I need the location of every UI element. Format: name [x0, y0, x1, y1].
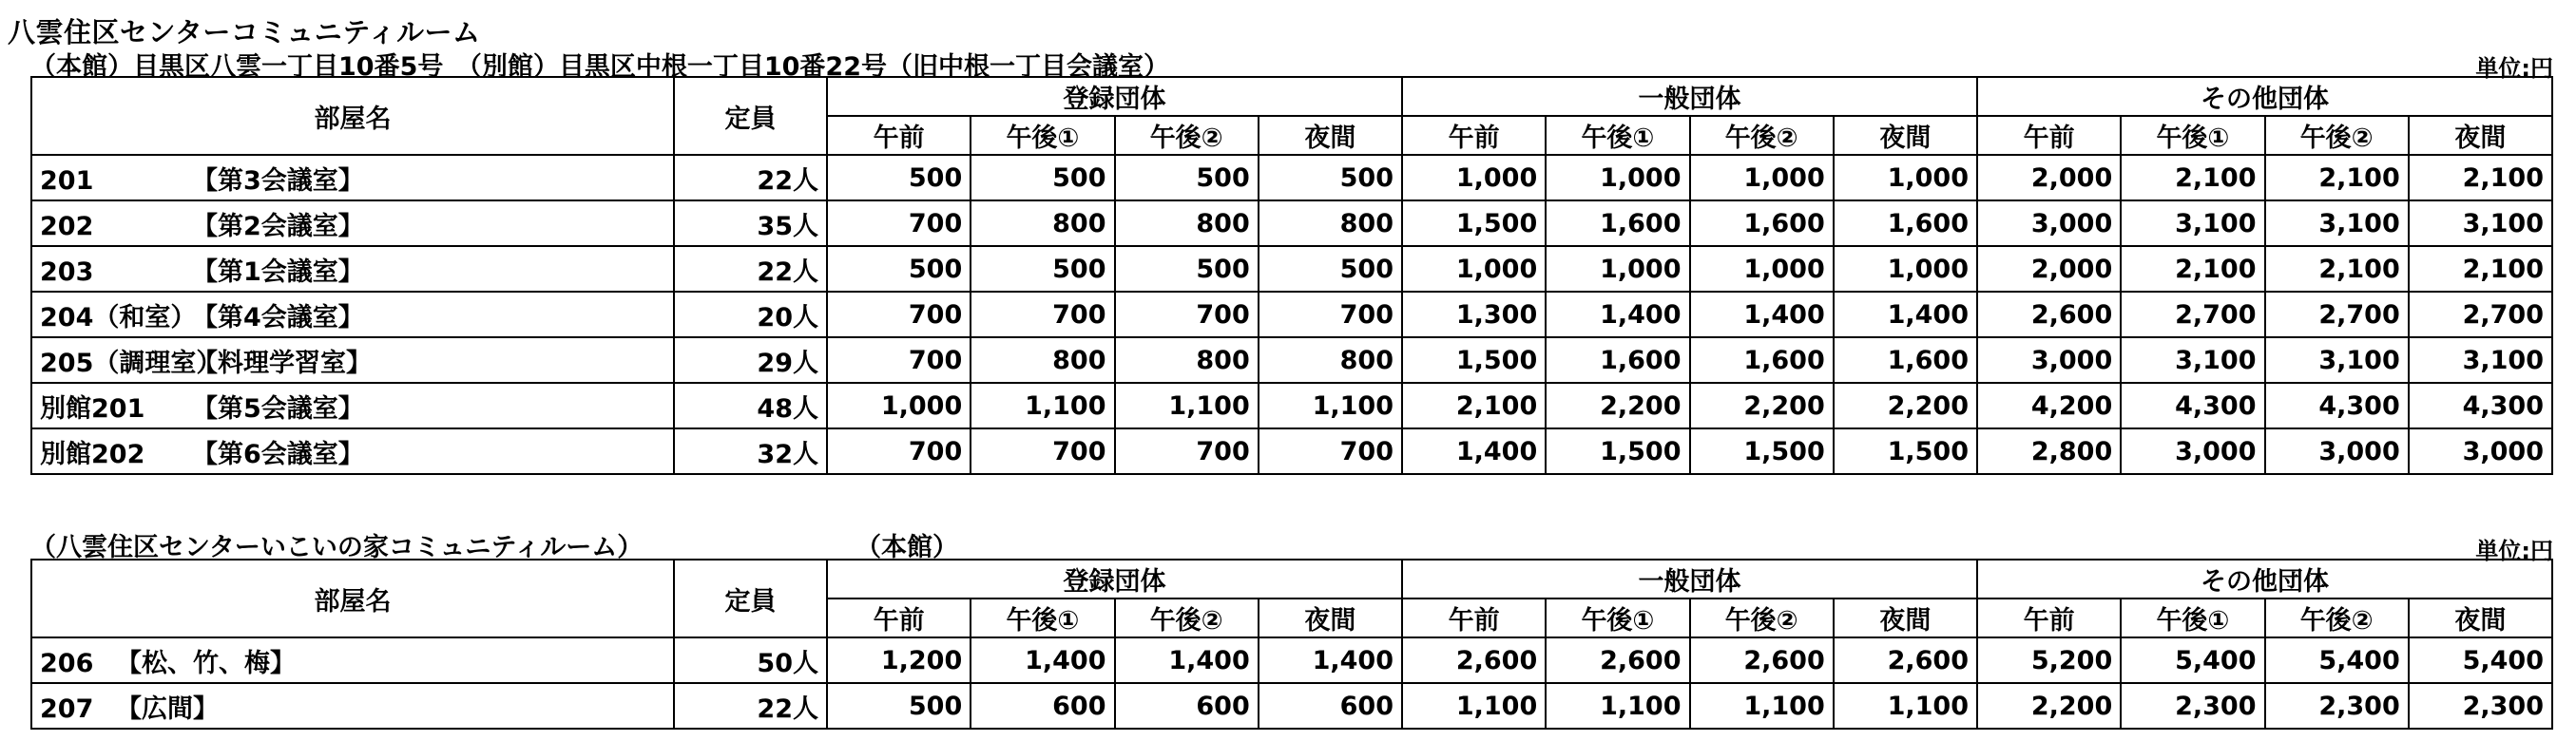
rate-cell: 2,100 — [2409, 155, 2552, 200]
table-row — [31, 155, 2552, 200]
rate-cell: 3,100 — [2265, 200, 2409, 246]
rate-cell: 2,600 — [1977, 292, 2121, 337]
period-header: 午前 — [827, 116, 971, 155]
rate-cell: 2,300 — [2409, 683, 2552, 729]
rate-cell: 4,200 — [1977, 383, 2121, 428]
rate-cell: 800 — [971, 200, 1114, 246]
capacity-suffix: 人 — [793, 694, 818, 724]
rate-cell: 2,200 — [1834, 383, 1977, 428]
rate-cell: 3,100 — [2121, 200, 2264, 246]
rate-cell: 3,100 — [2409, 337, 2552, 383]
rate-cell: 2,700 — [2121, 292, 2264, 337]
group-header-general: 一般団体 — [1402, 560, 1977, 598]
rate-cell: 700 — [971, 292, 1114, 337]
rate-cell: 500 — [827, 155, 971, 200]
room-name-cell — [31, 155, 674, 200]
rate-cell: 1,500 — [1402, 337, 1546, 383]
rate-cell: 1,000 — [1402, 246, 1546, 292]
room-name-cell — [31, 637, 674, 683]
capacity-suffix: 人 — [793, 165, 818, 196]
capacity-suffix: 人 — [793, 393, 818, 424]
room-label: 【松、竹、梅】 — [116, 648, 296, 678]
capacity-value: 22 — [757, 165, 793, 196]
capacity-cell — [674, 428, 827, 474]
rate-cell: 2,200 — [1690, 383, 1834, 428]
capacity-suffix: 人 — [793, 211, 818, 241]
room-number: 204（和室） — [40, 302, 197, 332]
rate-cell: 500 — [971, 246, 1114, 292]
rate-cell: 700 — [827, 200, 971, 246]
rate-cell: 2,300 — [2121, 683, 2264, 729]
rate-cell: 2,800 — [1977, 428, 2121, 474]
room-name-cell — [31, 383, 674, 428]
rate-cell: 1,500 — [1402, 200, 1546, 246]
rate-cell: 1,400 — [971, 637, 1114, 683]
room-label: 【第3会議室】 — [192, 165, 364, 196]
rate-cell: 4,300 — [2265, 383, 2409, 428]
capacity-header: 定員 — [674, 560, 827, 637]
period-header: 夜間 — [1259, 598, 1402, 637]
group-header-other: その他団体 — [1977, 77, 2552, 116]
rate-cell: 1,500 — [1546, 428, 1689, 474]
rate-cell: 1,400 — [1690, 292, 1834, 337]
rate-cell: 4,300 — [2121, 383, 2264, 428]
rate-cell: 700 — [1259, 428, 1402, 474]
room-label: 【第4会議室】 — [192, 302, 364, 332]
room-number: 201 — [40, 165, 94, 196]
capacity-suffix: 人 — [793, 256, 818, 287]
building-label: （本館） — [855, 533, 958, 562]
period-header: 午後① — [971, 116, 1114, 155]
room-name-cell — [31, 337, 674, 383]
table-row — [31, 383, 2552, 428]
rate-cell: 1,600 — [1834, 200, 1977, 246]
rate-cell: 2,100 — [2121, 246, 2264, 292]
capacity-suffix: 人 — [793, 302, 818, 332]
rate-table-ikoi — [30, 559, 2553, 730]
rate-cell: 800 — [1259, 337, 1402, 383]
rate-cell: 1,000 — [1546, 246, 1689, 292]
rate-cell: 1,000 — [1690, 155, 1834, 200]
capacity-value: 22 — [757, 694, 793, 724]
room-name-cell — [31, 200, 674, 246]
period-header: 午前 — [1402, 116, 1546, 155]
rate-cell: 1,000 — [1546, 155, 1689, 200]
period-header: 午前 — [1977, 116, 2121, 155]
room-number: 202 — [40, 211, 94, 241]
rate-cell: 2,600 — [1546, 637, 1689, 683]
group-header-general: 一般団体 — [1402, 77, 1977, 116]
rate-cell: 2,200 — [1546, 383, 1689, 428]
rate-cell: 2,600 — [1690, 637, 1834, 683]
room-header: 部屋名 — [31, 560, 674, 637]
period-header: 午前 — [1402, 598, 1546, 637]
rate-cell: 800 — [971, 337, 1114, 383]
rate-cell: 600 — [1115, 683, 1259, 729]
room-label: 【第1会議室】 — [192, 256, 364, 287]
rate-cell: 2,000 — [1977, 155, 2121, 200]
capacity-value: 48 — [757, 393, 793, 424]
rate-cell: 2,200 — [1977, 683, 2121, 729]
rate-cell: 1,400 — [1259, 637, 1402, 683]
rate-cell: 1,500 — [1690, 428, 1834, 474]
period-header: 午後② — [1690, 598, 1834, 637]
capacity-cell — [674, 246, 827, 292]
rate-cell: 3,100 — [2409, 200, 2552, 246]
table-row — [31, 292, 2552, 337]
table-row — [31, 337, 2552, 383]
period-header: 夜間 — [1834, 116, 1977, 155]
rate-cell: 700 — [827, 428, 971, 474]
period-header: 午後① — [1546, 598, 1689, 637]
period-header: 夜間 — [1834, 598, 1977, 637]
rate-cell: 500 — [1115, 246, 1259, 292]
capacity-header: 定員 — [674, 77, 827, 155]
capacity-cell — [674, 200, 827, 246]
rate-table-main — [30, 76, 2553, 475]
unit-label-2: 単位:円 — [2475, 538, 2553, 564]
rate-cell: 2,000 — [1977, 246, 2121, 292]
rate-cell: 1,200 — [827, 637, 971, 683]
group-header-registered: 登録団体 — [827, 560, 1402, 598]
capacity-suffix: 人 — [793, 439, 818, 469]
rate-cell: 3,000 — [2265, 428, 2409, 474]
room-name-cell — [31, 292, 674, 337]
section-heading: （八雲住区センターいこいの家コミュニティルーム） — [30, 533, 644, 562]
capacity-value: 32 — [757, 439, 793, 469]
rate-cell: 1,000 — [1834, 155, 1977, 200]
rate-cell: 2,100 — [1402, 383, 1546, 428]
period-header: 午前 — [1977, 598, 2121, 637]
period-header: 午後② — [2265, 598, 2409, 637]
rate-cell: 1,000 — [827, 383, 971, 428]
rate-cell: 2,700 — [2409, 292, 2552, 337]
capacity-cell — [674, 637, 827, 683]
rate-cell: 500 — [827, 246, 971, 292]
room-number: 203 — [40, 256, 94, 287]
capacity-cell — [674, 337, 827, 383]
rate-cell: 500 — [1259, 246, 1402, 292]
rate-cell: 3,100 — [2265, 337, 2409, 383]
capacity-cell — [674, 383, 827, 428]
capacity-value: 29 — [757, 348, 793, 378]
rate-cell: 2,100 — [2265, 246, 2409, 292]
rate-cell: 500 — [1259, 155, 1402, 200]
rate-cell: 1,100 — [1834, 683, 1977, 729]
rate-cell: 700 — [1115, 292, 1259, 337]
rate-cell: 1,000 — [1690, 246, 1834, 292]
table-row — [31, 200, 2552, 246]
period-header: 夜間 — [1259, 116, 1402, 155]
unit-label: 単位:円 — [2475, 55, 2553, 82]
room-name-cell — [31, 246, 674, 292]
room-label: 【広間】 — [116, 694, 219, 724]
period-header: 午後① — [971, 598, 1114, 637]
table-row — [31, 637, 2552, 683]
room-label: 【料理学習室】 — [192, 348, 372, 378]
group-header-registered: 登録団体 — [827, 77, 1402, 116]
period-header: 夜間 — [2409, 116, 2552, 155]
table-row — [31, 246, 2552, 292]
rate-cell: 700 — [1115, 428, 1259, 474]
rate-cell: 1,100 — [1259, 383, 1402, 428]
rate-cell: 5,200 — [1977, 637, 2121, 683]
period-header: 午後① — [2121, 116, 2264, 155]
rate-cell: 1,100 — [1115, 383, 1259, 428]
rate-cell: 5,400 — [2265, 637, 2409, 683]
rate-cell: 1,600 — [1690, 337, 1834, 383]
rate-cell: 3,000 — [1977, 337, 2121, 383]
rate-cell: 2,600 — [1402, 637, 1546, 683]
rate-cell: 700 — [827, 292, 971, 337]
rate-cell: 700 — [827, 337, 971, 383]
rate-cell: 3,000 — [2409, 428, 2552, 474]
rate-cell: 2,100 — [2265, 155, 2409, 200]
table-row — [31, 683, 2552, 729]
rate-cell: 500 — [971, 155, 1114, 200]
rate-cell: 2,300 — [2265, 683, 2409, 729]
rate-cell: 2,600 — [1834, 637, 1977, 683]
rate-cell: 3,000 — [2121, 428, 2264, 474]
rate-cell: 3,100 — [2121, 337, 2264, 383]
rate-cell: 700 — [971, 428, 1114, 474]
period-header: 午後② — [1115, 598, 1259, 637]
rate-cell: 1,400 — [1402, 428, 1546, 474]
room-name-cell — [31, 683, 674, 729]
period-header: 夜間 — [2409, 598, 2552, 637]
group-header-other: その他団体 — [1977, 560, 2552, 598]
room-number: 206 — [40, 648, 94, 678]
room-header: 部屋名 — [31, 77, 674, 155]
rate-cell: 1,400 — [1115, 637, 1259, 683]
rate-cell: 800 — [1115, 337, 1259, 383]
rate-cell: 1,000 — [1402, 155, 1546, 200]
rate-cell: 1,600 — [1834, 337, 1977, 383]
room-label: 【第5会議室】 — [192, 393, 364, 424]
rate-cell: 3,000 — [1977, 200, 2121, 246]
room-number: 別館202 — [40, 439, 145, 469]
rate-cell: 5,400 — [2121, 637, 2264, 683]
rate-cell: 4,300 — [2409, 383, 2552, 428]
rate-cell: 1,500 — [1834, 428, 1977, 474]
capacity-suffix: 人 — [793, 648, 818, 678]
capacity-cell — [674, 292, 827, 337]
rate-cell: 1,100 — [1546, 683, 1689, 729]
room-label: 【第6会議室】 — [192, 439, 364, 469]
rate-cell: 2,100 — [2409, 246, 2552, 292]
capacity-value: 20 — [757, 302, 793, 332]
period-header: 午後① — [2121, 598, 2264, 637]
period-header: 午後② — [2265, 116, 2409, 155]
rate-cell: 800 — [1259, 200, 1402, 246]
rate-cell: 600 — [1259, 683, 1402, 729]
rate-cell: 1,100 — [971, 383, 1114, 428]
room-number: 別館201 — [40, 393, 145, 424]
rate-cell: 500 — [1115, 155, 1259, 200]
room-name-cell — [31, 428, 674, 474]
period-header: 午後① — [1546, 116, 1689, 155]
period-header: 午前 — [827, 598, 971, 637]
rate-cell: 800 — [1115, 200, 1259, 246]
capacity-value: 50 — [757, 648, 793, 678]
rate-cell: 500 — [827, 683, 971, 729]
rate-cell: 700 — [1259, 292, 1402, 337]
rate-cell: 1,400 — [1834, 292, 1977, 337]
period-header: 午後② — [1690, 116, 1834, 155]
rate-cell: 1,300 — [1402, 292, 1546, 337]
capacity-cell — [674, 683, 827, 729]
rate-cell: 1,600 — [1546, 200, 1689, 246]
rate-cell: 1,400 — [1546, 292, 1689, 337]
rate-cell: 1,100 — [1402, 683, 1546, 729]
rate-cell: 600 — [971, 683, 1114, 729]
page-title: 八雲住区センターコミュニティルーム — [8, 16, 481, 48]
capacity-suffix: 人 — [793, 348, 818, 378]
capacity-cell — [674, 155, 827, 200]
room-number: 205（調理室） — [40, 348, 222, 378]
room-number: 207 — [40, 694, 94, 724]
table-row — [31, 428, 2552, 474]
rate-cell: 1,000 — [1834, 246, 1977, 292]
room-label: 【第2会議室】 — [192, 211, 364, 241]
rate-cell: 1,100 — [1690, 683, 1834, 729]
address-line: （本館）目黒区八雲一丁目10番5号 （別館）目黒区中根一丁目10番22号（旧中根一丁目会議室） — [30, 52, 1170, 82]
rate-cell: 2,100 — [2121, 155, 2264, 200]
period-header: 午後② — [1115, 116, 1259, 155]
rate-cell: 2,700 — [2265, 292, 2409, 337]
rate-cell: 1,600 — [1690, 200, 1834, 246]
rate-cell: 5,400 — [2409, 637, 2552, 683]
capacity-value: 35 — [757, 211, 793, 241]
capacity-value: 22 — [757, 256, 793, 287]
rate-cell: 1,600 — [1546, 337, 1689, 383]
